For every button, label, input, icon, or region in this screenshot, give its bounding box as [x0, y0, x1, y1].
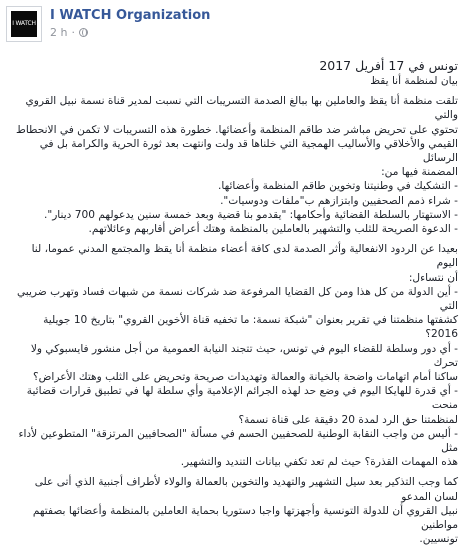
text-line: تحتوي على تحريض مباشر ضد طاقم المنظمة وأعضائها. خطورة هذه التسريبات لا تكمن في الانحطاط [16, 123, 458, 136]
text-line: أن نتساءل: [408, 271, 458, 284]
dot-separator: · [71, 26, 75, 39]
question-line: - أليس من واجب النقابة الوطنية للصحفيين الحسم في مسألة "الصحافيين المرتزقة" المتطوعين لأداء مثل [18, 427, 458, 455]
question-line: كشفتها منظمتنا في تقرير بعنوان "شبكة نسمة: ما تخفيه قناة الأخوين القروي" بتاريخ 10 جويلية 2016؟ [43, 314, 458, 341]
avatar[interactable] [6, 6, 42, 42]
post-timestamp[interactable]: 2 h [50, 26, 68, 39]
question-line: هذه المهمات القذرة؟ حيث لم تعد تكفي بيانات التنديد والتشهير. [180, 456, 458, 469]
post-meta [50, 26, 88, 39]
text-line: تونسيين. [419, 533, 458, 546]
bullet-line: - التشكيك في وطنيتنا وتخوين طاقم المنظمة وأعضائها. [217, 180, 458, 193]
text-line: بعيدا عن الردود الانفعالية وأثر الصدمة لدى كافة أعضاء منظمة أنا يقظ والمجتمع المدني عموما، لنا اليوم [31, 243, 458, 270]
text-line: تلقت منظمة أنا يقظ والعاملين بها ببالغ الصدمة التسريبات التي نسبت لمدير قناة نسمة نبيل القروي والتي [25, 95, 458, 122]
text-line: المضمنة فيها من: [381, 166, 458, 179]
text-line: نبيل القروي أن للدولة التونسية وأجهزتها واجبا دستوريا بحماية العاملين بالمنظمة وأعضائها بصفتهم مواطنين [32, 504, 458, 532]
post-subtitle: بيان لمنظمة أنا يقظ [370, 75, 458, 87]
question-line: لمنظمتنا حق الرد لمدة 20 دقيقة على قناة نسمة؟ [238, 413, 458, 426]
avatar-logo: I WATCH [11, 11, 37, 37]
post-body [8, 58, 458, 547]
question-line: - أين الدولة من كل هذا ومن كل القضايا المرفوعة ضد شركات نسمة من شبهات فساد وتهرب ضريبي التي [16, 285, 458, 313]
question-line: - أي قدرة للهايكا اليوم في وضع حد لهذه الجرائم الإعلامية وأي سلطة لها في تطبيق قرارات قضائية منحت [26, 385, 458, 412]
bullet-line: - الاستهتار بالسلطة القضائية وأحكامها: "يقدمو بنا قضية وبعد خمسة سنين يدعولهم 700 دينار". [43, 208, 458, 221]
text-line: كما وجب التذكير بعد سيل التشهير والتهديد والتخوين بالعمالة والولاء لأطراف أجنبية الذي أتى على لسان المدعو [34, 476, 458, 503]
question-line: - أي دور وسلطة للقضاء اليوم في تونس، حيث تتجند النيابة العمومية من أجل منشور فايسبوكي ولا تحرك [30, 342, 458, 369]
post-header [6, 6, 460, 44]
bullet-line: - شراء ذمم الصحفيين وابتزازهم ب"ملفات ودوسيات". [220, 194, 458, 207]
page-name-link[interactable]: I WATCH Organization [50, 8, 211, 23]
text-line: القيمي والأخلاقي والأساليب الهمجية التي خلناها قد ولت وانتهت بعد ثورة الحرية والكرامة بل في الرسائل [39, 137, 458, 165]
post-date-line: تونس في 17 أفريل 2017 [319, 58, 458, 73]
question-line: ساكنا أمام اتهامات واضحة بالخيانة والعمالة وتهديدات صريحة وتحريض على الثلب وهتك الأعراض؟ [33, 371, 458, 384]
globe-icon [79, 28, 88, 37]
bullet-line: - الدعوة الصريحة للثلب والتشهير بالعاملين بالمنظمة وهتك أعراض أقاربهم وعائلاتهم. [88, 223, 458, 236]
